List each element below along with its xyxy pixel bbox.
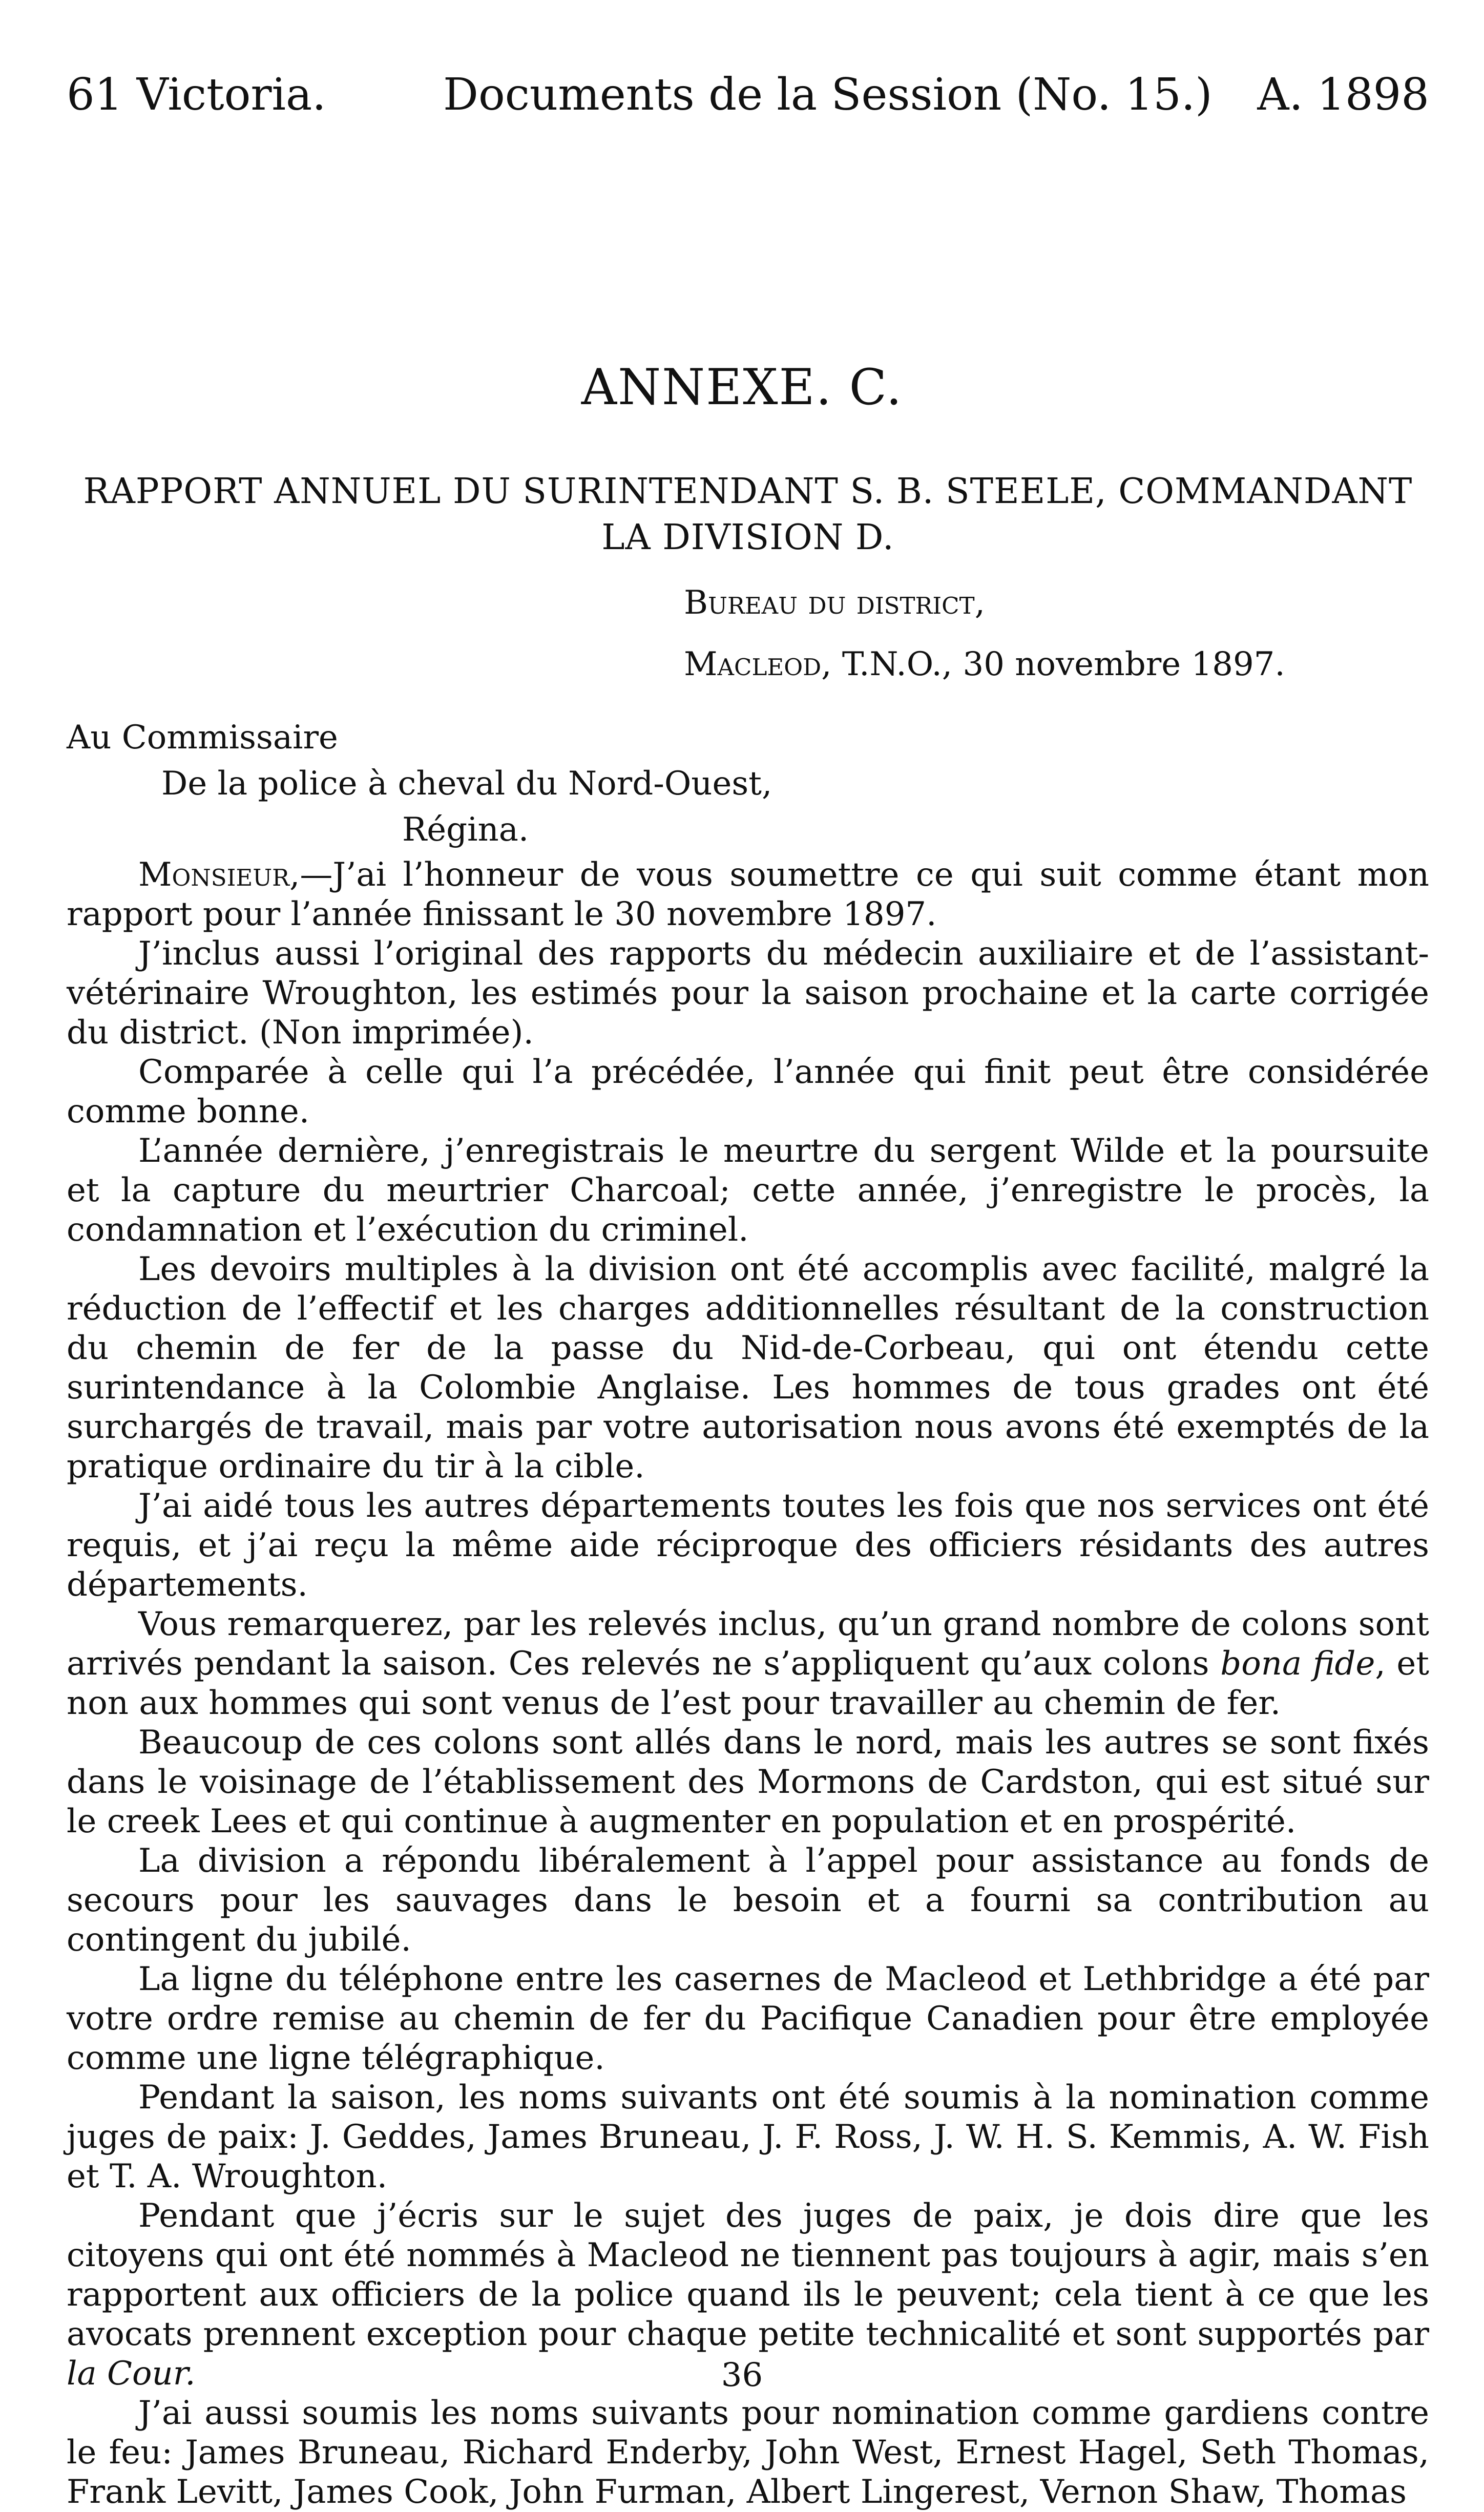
paragraph-7: Vous remarquerez, par les relevés inclus, qu’un grand nombre de colons sont arrivés pendant la saison. Ces relevés ne s’appliquent qu’aux colons bona fide, et non aux hommes qui sont venus de l’est pour travailler au chemin de fer. xyxy=(67,1605,1430,1722)
addressee-line-1: Au Commissaire xyxy=(67,719,338,757)
paragraph-6: J’ai aidé tous les autres départements toutes les fois que nos services ont été requis, et j’ai reçu la même aide réciproque des officiers résidants des autres départements. xyxy=(67,1487,1429,1604)
paragraph-1: Monsieur,—J’ai l’honneur de vous soumettre ce qui suit comme étant mon rapport pour l’année finissant le 30 novembre 1897. xyxy=(67,856,1429,933)
italic-bona-fide: bona fide xyxy=(1220,1645,1375,1683)
office-place: Macleod xyxy=(684,645,822,683)
paragraph-12: Pendant que j’écris sur le sujet des juges de paix, je dois dire que les citoyens qui ont été nommés à Macleod ne tiennent pas toujours à agir, mais s’en rapportent aux officiers de la police quand ils le peuvent; cela tient à ce que les avocats prennent exception pour chaque petite technicalité et sont supportés par la Cour. xyxy=(67,2197,1429,2393)
addressee-line-2: De la police à cheval du Nord-Ouest, xyxy=(161,765,772,803)
office-line-2 xyxy=(684,645,1285,683)
italic-la-cour: la Cour. xyxy=(67,2355,196,2393)
report-title-line-2: LA DIVISION D. xyxy=(601,517,894,558)
paragraph-8: Beaucoup de ces colons sont allés dans le nord, mais les autres se sont fixés dans le voisinage de l’établissement des Mormons de Cardston, qui est situé sur le creek Lees et qui continue à augmenter en population et en prospérité. xyxy=(67,1724,1429,1840)
paragraph-2: J’inclus aussi l’original des rapports du médecin auxiliaire et de l’assistant-vétérinaire Wroughton, les estimés pour la saison prochaine et la carte corrigée du district. (Non imprimée). xyxy=(67,935,1429,1052)
office-date: , T.N.O., 30 novembre 1897. xyxy=(821,645,1285,683)
paragraph-3: Comparée à celle qui l’a précédée, l’année qui finit peut être considérée comme bonne. xyxy=(67,1053,1429,1131)
report-title-line-1: RAPPORT ANNUEL DU SURINTENDANT S. B. STEELE, COMMANDANT xyxy=(83,471,1413,512)
running-header xyxy=(67,67,1429,123)
paragraph-5: Les devoirs multiples à la division ont été accomplis avec facilité, malgré la réduction de l’effectif et les charges additionnelles résultant de la construction du chemin de fer de la passe du Nid-de-Corbeau, qui ont étendu cette surintendance à la Colombie Anglaise. Les hommes de tous grades ont été surchargés de travail, mais par votre autorisation nous avons été exemptés de la pratique ordinaire du tir à la cible. xyxy=(67,1250,1429,1485)
paragraph-13: J’ai aussi soumis les noms suivants pour nomination comme gardiens contre le feu: James Bruneau, Richard Enderby, John West, Ernest Hagel, Seth Thomas, Frank Levitt, James Cook, John Furman, Albert Lingerest, Vernon Shaw, Thomas xyxy=(67,2394,1429,2511)
paragraph-11: Pendant la saison, les noms suivants ont été soumis à la nomination comme juges de paix: J. Geddes, James Bruneau, J. F. Ross, J. W. H. S. Kemmis, A. W. Fish et T. A. Wroughton. xyxy=(67,2079,1429,2195)
header-year: A. 1898 xyxy=(1257,69,1429,120)
paragraph-9: La division a répondu libéralement à l’appel pour assistance au fonds de secours pour les sauvages dans le besoin et a fourni sa contribution au contingent du jubilé. xyxy=(67,1842,1429,1959)
page-number: 36 xyxy=(721,2356,763,2394)
report-body xyxy=(67,855,1429,2512)
report-title xyxy=(67,469,1429,561)
addressee-line-3: Régina. xyxy=(402,811,529,849)
office-line-1: Bureau du district, xyxy=(684,584,985,622)
header-session-year: 61 Victoria. xyxy=(67,69,326,120)
paragraph-4: L’année dernière, j’enregistrais le meurtre du sergent Wilde et la poursuite et la capture du meurtrier Charcoal; cette année, j’enregistre le procès, la condamnation et l’exécution du criminel. xyxy=(67,1132,1429,1249)
annex-title: ANNEXE. C. xyxy=(581,359,903,416)
header-document-title: Documents de la Session (No. 15.) xyxy=(443,69,1213,120)
addressee-block xyxy=(67,715,772,853)
salutation: Monsieur, xyxy=(138,856,300,894)
paragraph-10: La ligne du téléphone entre les casernes de Macleod et Lethbridge a été par votre ordre remise au chemin de fer du Pacifique Canadien pour être employée comme une ligne télégraphique. xyxy=(67,1960,1429,2077)
